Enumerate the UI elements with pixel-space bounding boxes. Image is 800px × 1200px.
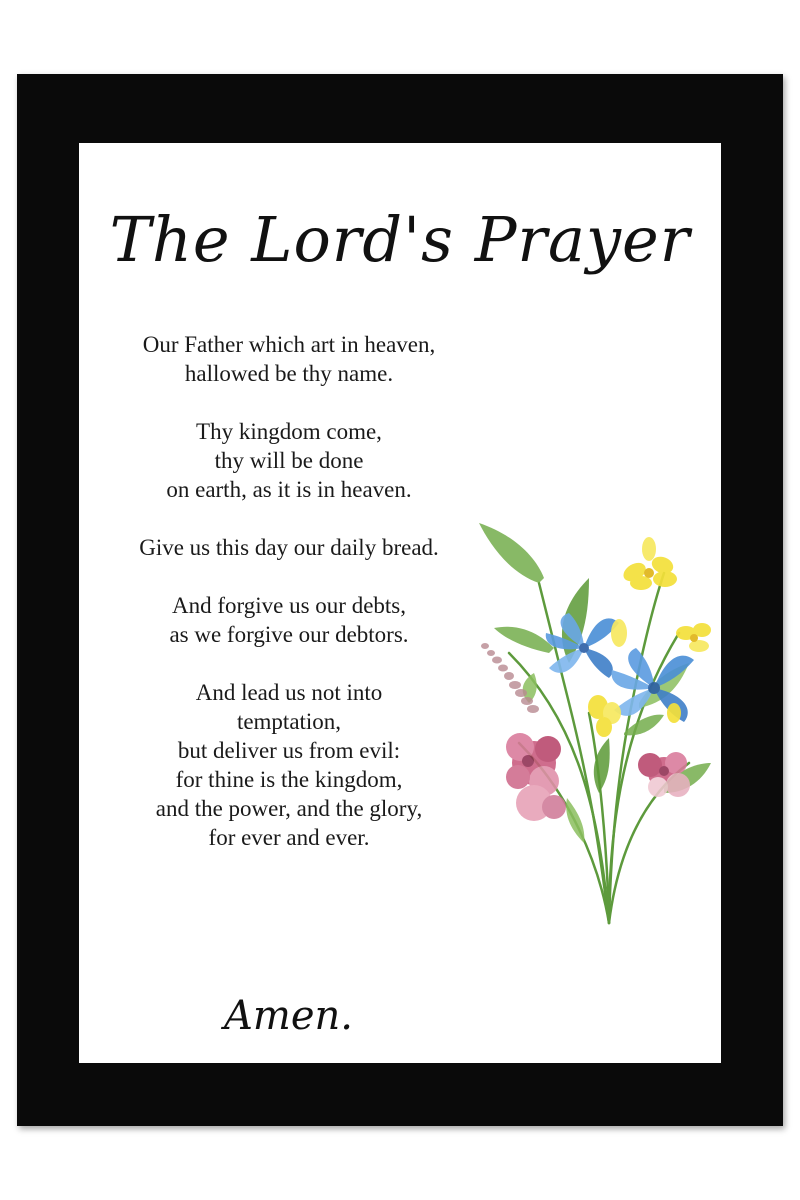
- prayer-line: for ever and ever.: [208, 825, 370, 850]
- prayer-line: And lead us not into: [195, 680, 383, 705]
- prayer-line: And forgive us our debts,: [171, 593, 407, 618]
- prayer-line: but deliver us from evil:: [177, 738, 401, 763]
- prayer-stanza: [99, 591, 479, 649]
- prayer-line: thy will be done: [214, 448, 364, 473]
- picture-frame: [17, 74, 783, 1126]
- amen-text: Amen.: [224, 993, 353, 1039]
- prayer-stanza: [99, 330, 479, 388]
- prayer-line: temptation,: [236, 709, 342, 734]
- prayer-line: as we forgive our debtors.: [169, 622, 409, 647]
- print-mat: [79, 143, 721, 1063]
- prayer-stanza: [99, 533, 479, 562]
- prayer-title: The Lord's Prayer: [109, 203, 691, 276]
- prayer-line: and the power, and the glory,: [155, 796, 423, 821]
- prayer-line: hallowed be thy name.: [184, 361, 394, 386]
- prayer-line: Give us this day our daily bread.: [139, 535, 439, 560]
- prayer-stanza: [99, 417, 479, 504]
- prayer-stanza: [99, 678, 479, 852]
- prayer-line: Our Father which art in heaven,: [142, 332, 436, 357]
- prayer-line: Thy kingdom come,: [196, 419, 382, 444]
- prayer-line: for thine is the kingdom,: [175, 767, 403, 792]
- prayer-text: [99, 330, 479, 881]
- flower-bouquet-illustration: [449, 463, 719, 933]
- prayer-line: on earth, as it is in heaven.: [166, 477, 412, 502]
